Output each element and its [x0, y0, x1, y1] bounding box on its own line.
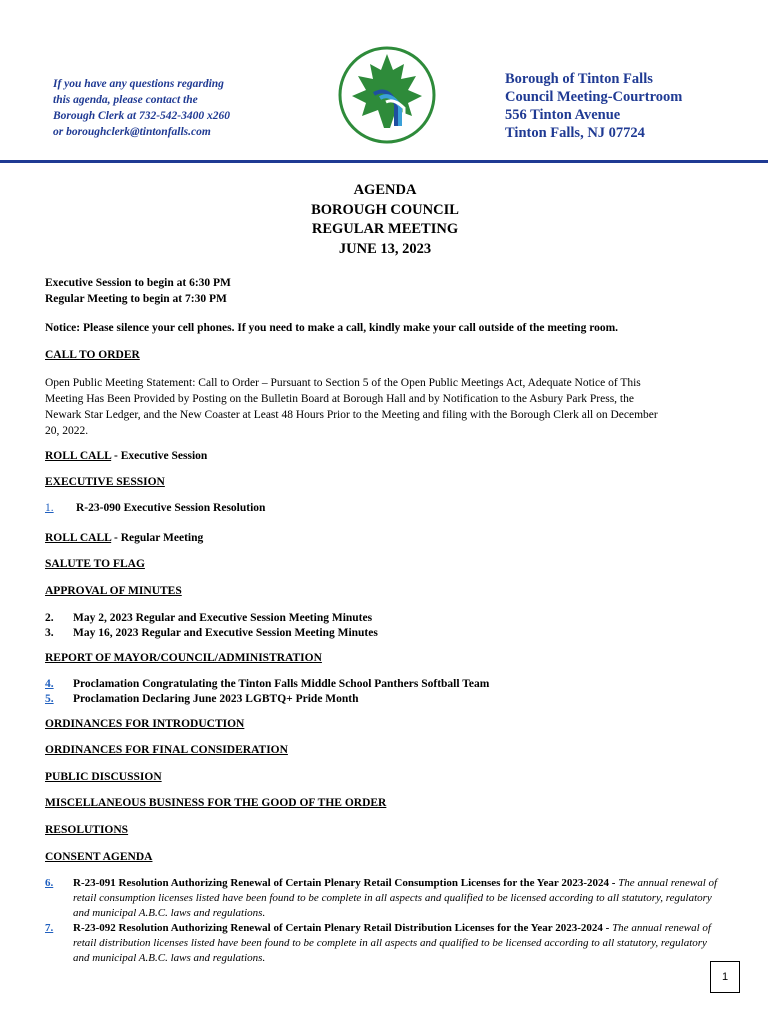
header-divider	[0, 160, 768, 163]
resolution-title: R-23-092 Resolution Authorizing Renewal of Certain Plenary Retail Distribution Licenses for the Year 2023-2024	[73, 922, 603, 934]
agenda-item	[45, 627, 378, 639]
address-line: Council Meeting-Courtroom	[505, 89, 683, 105]
resolution-title: R-23-091 Resolution Authorizing Renewal of Certain Plenary Retail Consumption Licenses for the Year 2023-2024	[73, 877, 610, 889]
address-line: 556 Tinton Avenue	[505, 107, 621, 123]
call-to-order-heading: CALL TO ORDER	[45, 349, 140, 361]
item-number-link[interactable]: 4.	[45, 678, 54, 690]
item-number-link[interactable]: 1.	[45, 502, 54, 514]
contact-line: this agenda, please contact the	[53, 94, 198, 106]
misc-business-heading: MISCELLANEOUS BUSINESS FOR THE GOOD OF THE ORDER	[45, 797, 387, 809]
ordinances-final-heading: ORDINANCES FOR FINAL CONSIDERATION	[45, 744, 288, 756]
notice-text: Notice: Please silence your cell phones. If you need to make a call, kindly make your call outside of the meeting room.	[45, 322, 619, 334]
contact-line: Borough Clerk at 732-542-3400 x260	[53, 110, 230, 122]
minutes-heading: APPROVAL OF MINUTES	[45, 585, 182, 597]
salute-heading: SALUTE TO FLAG	[45, 558, 145, 570]
title-line: REGULAR MEETING	[311, 221, 459, 237]
separator: -	[602, 922, 613, 934]
statement-line: Open Public Meeting Statement: Call to Order – Pursuant to Section 5 of the Open Public Meetings Act, Adequate Notice of This	[45, 377, 641, 389]
agenda-item	[45, 612, 372, 624]
ordinances-intro-heading: ORDINANCES FOR INTRODUCTION	[45, 718, 245, 730]
consent-agenda-heading: CONSENT AGENDA	[45, 851, 153, 863]
executive-session-heading: EXECUTIVE SESSION	[45, 476, 165, 488]
item-text: May 2, 2023 Regular and Executive Session Meeting Minutes	[73, 612, 373, 624]
item-number-link[interactable]: 6.	[45, 877, 54, 889]
address-line: Borough of Tinton Falls	[505, 71, 653, 87]
roll-call-suffix: - Executive Session	[111, 450, 208, 462]
address-line: Tinton Falls, NJ 07724	[505, 125, 645, 141]
consent-item	[45, 921, 725, 966]
item-text: Proclamation Congratulating the Tinton Falls Middle School Panthers Softball Team	[73, 678, 490, 690]
resolutions-heading: RESOLUTIONS	[45, 824, 129, 836]
contact-line: or boroughclerk@tintonfalls.com	[53, 126, 211, 138]
item-text: May 16, 2023 Regular and Executive Session Meeting Minutes	[73, 627, 378, 639]
statement-line: Meeting Has Been Provided by Posting on the Bulletin Board at Borough Hall and by Notification to the Asbury Park Press, the	[45, 393, 634, 405]
open-meeting-statement	[45, 375, 735, 439]
resolution-description: The annual renewal of retail consumption licenses listed have been found to be complete in all aspects and qualified to be licensed according to all statutory, regulatory and municipal A.B.C. laws and regulations.	[73, 877, 718, 919]
item-text: Proclamation Declaring June 2023 LGBTQ+ Pride Month	[73, 693, 359, 705]
consent-item	[45, 876, 725, 921]
resolution-description: The annual renewal of retail distribution licenses listed have been found to be complete in all aspects and qualified to be licensed according to all statutory, regulatory and municipal A.B.C. laws and regulations.	[73, 922, 711, 964]
item-text: R-23-090 Executive Session Resolution	[76, 502, 266, 514]
title-line: BOROUGH COUNCIL	[311, 201, 459, 218]
agenda-item	[45, 678, 489, 690]
agenda-item	[45, 502, 265, 514]
item-number-link[interactable]: 5.	[45, 693, 54, 705]
title-line: AGENDA	[353, 182, 417, 198]
roll-call-exec	[45, 450, 207, 462]
item-number: 2.	[45, 612, 54, 624]
roll-call-suffix: - Regular Meeting	[111, 532, 204, 544]
item-number-link[interactable]: 7.	[45, 922, 54, 934]
report-heading: REPORT OF MAYOR/COUNCIL/ADMINISTRATION	[45, 652, 322, 664]
agenda-title	[0, 181, 770, 259]
title-line: JUNE 13, 2023	[338, 240, 432, 257]
executive-time: Executive Session to begin at 6:30 PM	[45, 277, 231, 289]
regular-time: Regular Meeting to begin at 7:30 PM	[45, 293, 227, 305]
roll-call-heading: ROLL CALL	[45, 532, 112, 544]
roll-call-regular	[45, 532, 203, 544]
separator: -	[609, 877, 619, 889]
statement-line: Newark Star Ledger, and the New Coaster at Least 48 Hours Prior to the Meeting and filing with the Borough Clerk all on December	[45, 409, 658, 421]
contact-info	[53, 76, 283, 140]
statement-line: 20, 2022.	[45, 425, 89, 437]
borough-address	[505, 70, 682, 142]
agenda-item	[45, 693, 359, 705]
contact-line: If you have any questions regarding	[53, 78, 224, 90]
leaf-logo-icon	[338, 46, 436, 144]
session-times	[45, 275, 231, 307]
public-discussion-heading: PUBLIC DISCUSSION	[45, 771, 162, 783]
item-number: 3.	[45, 627, 54, 639]
page-number: 1	[710, 961, 740, 993]
roll-call-heading: ROLL CALL	[45, 450, 112, 462]
